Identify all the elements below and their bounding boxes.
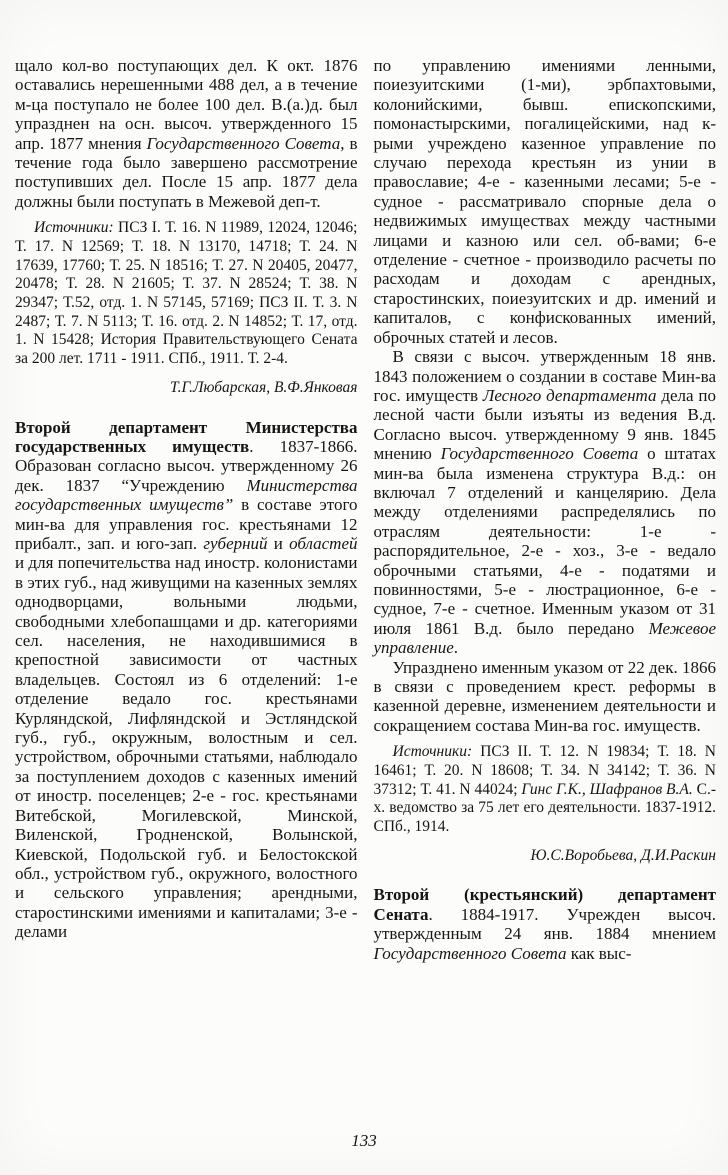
sources-label: Источники: bbox=[392, 743, 473, 761]
text-run: в составе этого мин-ва для управления гос. крестьянами 12 прибалт., зап. и юго-зап. bbox=[15, 495, 358, 554]
entry-dates: . 1884-1917. bbox=[428, 904, 567, 924]
text-run: по управлению имениями ленными, поиезуитскими (1-ми), эрбпахтовыми, колонийскими, бывш. епископскими, помонастырскими, погалицейскими, над к-рыми учреждено казенное управление по случаю перехода крестьян из унии в православие; 4-е - казенными лесами; 5-е - судное - рассматривало спорные дела о недвижимых имуществах между частными лицами и казною или сел. об-вами; 6-е отделение - счетное - производило расчеты по расходам и доходам с арендных, старостинских, поиезуитских и др. имений и капиталов, с конфискованных имений, оброчных статей и лесов. bbox=[373, 56, 716, 347]
text-run: , в течение года было завершено рассмотрение поступивших дел. После 15 апр. 1877 дела должны были поступать в Межевой деп-т. bbox=[15, 133, 358, 211]
text-run: В связи с высоч. утвержденным 18 янв. 1843 положением о создании в составе Мин-ва гос. имуществ bbox=[373, 347, 716, 405]
text-run-italic: губерний bbox=[203, 534, 268, 554]
entry-dates: . 1837-1866. bbox=[249, 436, 358, 456]
authors-signature: Т.Г.Любарская, В.Ф.Янковая bbox=[169, 378, 358, 396]
sources-paragraph bbox=[15, 219, 358, 369]
text-run: Образован согласно высоч. утвержденному 26 дек. 1837 “Учреждению bbox=[15, 456, 358, 495]
page-number: 133 bbox=[351, 1131, 377, 1150]
left-column bbox=[15, 56, 358, 963]
entry-title: Второй департамент Министерства государственных имуществ bbox=[15, 417, 358, 456]
text-run: Учрежден высоч. утвержденным 24 янв. 1884 мнением bbox=[373, 904, 716, 944]
text-run-italic: Межевое управление bbox=[373, 618, 716, 658]
right-column bbox=[374, 56, 717, 963]
text-run: Упразднено именным указом от 22 дек. 1866 в связи с проведением крест. реформы в казенной деревне, изменением деятельности и сокращением состава Мин-ва гос. имуществ. bbox=[373, 657, 716, 735]
sources-text: ПСЗ II. Т. 12. N 19834; Т. 18. N 16461; Т. 20. N 18608; Т. 34. N 34142; Т. 36. N 37312; Т. 41. N 44024; bbox=[373, 743, 716, 798]
text-run-italic: Государственного Совета bbox=[373, 943, 567, 963]
text-run-italic: Лесного департамента bbox=[482, 385, 657, 405]
authors-signature: Ю.С.Воробьева, Д.И.Раскин bbox=[530, 846, 716, 864]
text-run: дела по лесной части были изъяты из ведения В.д. Согласно высоч. утвержденному 9 янв. 1845 мнению bbox=[373, 385, 716, 464]
text-run-italic: Государственного Совета bbox=[440, 444, 639, 464]
continuation-paragraph bbox=[15, 56, 358, 211]
text-run-italic: Министерства государственных имуществ” bbox=[15, 475, 358, 515]
entry-title: Второй (крестьянский) департамент Сената bbox=[373, 885, 716, 924]
sources-text: ПСЗ I. Т. 16. N 11989, 12024, 12046; Т. 17. N 12569; Т. 18. N 13170, 14718; Т. 24. N 17639, 17760; Т. 25. N 18516; Т. 27. N 20405, 20477, 20478; Т. 28. N 21605; Т. 37. N 28524; Т. 38. N 29347; Т.52, отд. 1. N 57145, 57169; ПСЗ II. Т. 3. N 2487; Т. 7. N 5113; Т. 16. отд. 2. N 14852; Т. 17, отд. 1. N 15428; История Правительствующего Сената за 200 лет. 1711 - 1911. СПб., 1911. Т. 2-4. bbox=[15, 219, 358, 368]
body-paragraph bbox=[374, 658, 717, 736]
two-column-layout bbox=[15, 56, 716, 963]
continuation-paragraph bbox=[374, 56, 717, 347]
sources-paragraph bbox=[374, 743, 717, 837]
entry-paragraph bbox=[15, 418, 358, 942]
text-run: и bbox=[267, 534, 290, 554]
sources-authors-italic: Гинс Г.К., Шафранов В.А. bbox=[521, 780, 693, 798]
text-run: как выс- bbox=[566, 943, 632, 963]
text-run: о штатах мин-ва была изменена структура В.д.: он включал 7 отделений и канцелярию. Дела между отделениями распределялись по отраслям деятельности: 1-е - распорядительное, 2-е - хоз., 3-е - ведало оброчными статьями, 4-е - податями и повинностями, 5-е - люстрационное, 6-е - судное, 7-е - счетное. Именным указом от 31 июля 1861 В.д. было передано bbox=[373, 444, 717, 638]
text-run-italic: областей bbox=[289, 534, 358, 554]
text-run-italic: Государственного Совета bbox=[146, 133, 341, 153]
text-run: щало кол-во поступающих дел. К окт. 1876 оставались нерешенными 488 дел, а в течение м-ца поступало не более 100 дел. В.(а.)д. был упразднен на осн. высоч. утвержденного 15 апр. 1877 мнения bbox=[15, 56, 358, 153]
page-footer bbox=[0, 1131, 728, 1151]
body-paragraph bbox=[374, 347, 717, 658]
sources-label: Источники: bbox=[34, 219, 114, 237]
entry-paragraph bbox=[374, 885, 717, 963]
text-run: . bbox=[453, 638, 459, 658]
text-run: и для попечительства над иностр. колонистами в этих губ., над живущими на казенных землях однодворцами, вольными людьми, свободными хлебопашцами и др. категориями сел. населения, не находившимися в крепостной зависимости от частных владельцев. Состоял из 6 отделений: 1-е отделение ведало гос. крестьянами Курляндской, Лифляндской и Эстляндской губ., губ., окружным, волостным и сел. устройством, оброчными статьями, наблюдало за поступлением доходов с казенных имений от иностр. поселенцев; 2-е - гос. крестьянами Витебской, Могилевской, Минской, Виленской, Гродненской, Волынской, Киевской, Подольской губ. и Белостокской обл., устройством губ., окружного, волостного и сельского управления; арендными, старостинскими имениями и капиталами; 3-е - делами bbox=[15, 553, 358, 942]
sources-text: С.-х. ведомство за 75 лет его деятельности. 1837-1912. СПб., 1914. bbox=[373, 780, 717, 836]
